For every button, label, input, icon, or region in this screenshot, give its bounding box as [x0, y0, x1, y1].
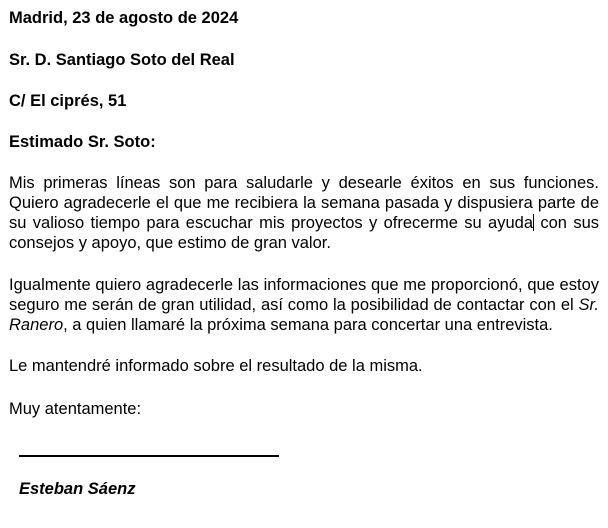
body-paragraph-3: Le mantendré informado sobre el resultado de la misma.: [9, 357, 423, 375]
address-line: C/ El ciprés, 51: [9, 92, 127, 110]
date-line: Madrid, 23 de agosto de 2024: [9, 9, 239, 27]
signature-line: [19, 455, 279, 457]
paragraph-2-text-a: Igualmente quiero agradecerle las informaciones que me proporcionó, que estoy seguro me serán de gran utilidad, así como la posibilidad de contactar con el: [9, 276, 599, 314]
paragraph-2-text-b: , a quien llamaré la próxima semana para concertar una entrevista.: [63, 316, 553, 334]
paragraph-1-text-b: con sus consejos y apoyo, que estimo de gran valor.: [9, 214, 600, 252]
recipient-line: Sr. D. Santiago Soto del Real: [9, 51, 235, 69]
body-paragraph-2: [9, 275, 599, 335]
closing-line: Muy atentamente:: [9, 400, 142, 418]
signature-name: Esteban Sáenz: [19, 480, 136, 498]
salutation-line: Estimado Sr. Soto:: [9, 133, 156, 151]
paragraph-2-name: Sr. Ranero: [9, 296, 599, 334]
paragraph-1-text-a: Mis primeras líneas son para saludarle y desearle éxitos en sus funciones. Quiero agradecerle el que me recibiera la semana pasada y dispusiera parte de su valioso tiempo para escuchar mis proyectos y ofrecerme su ayuda: [9, 174, 599, 232]
body-paragraph-1: [9, 173, 599, 253]
